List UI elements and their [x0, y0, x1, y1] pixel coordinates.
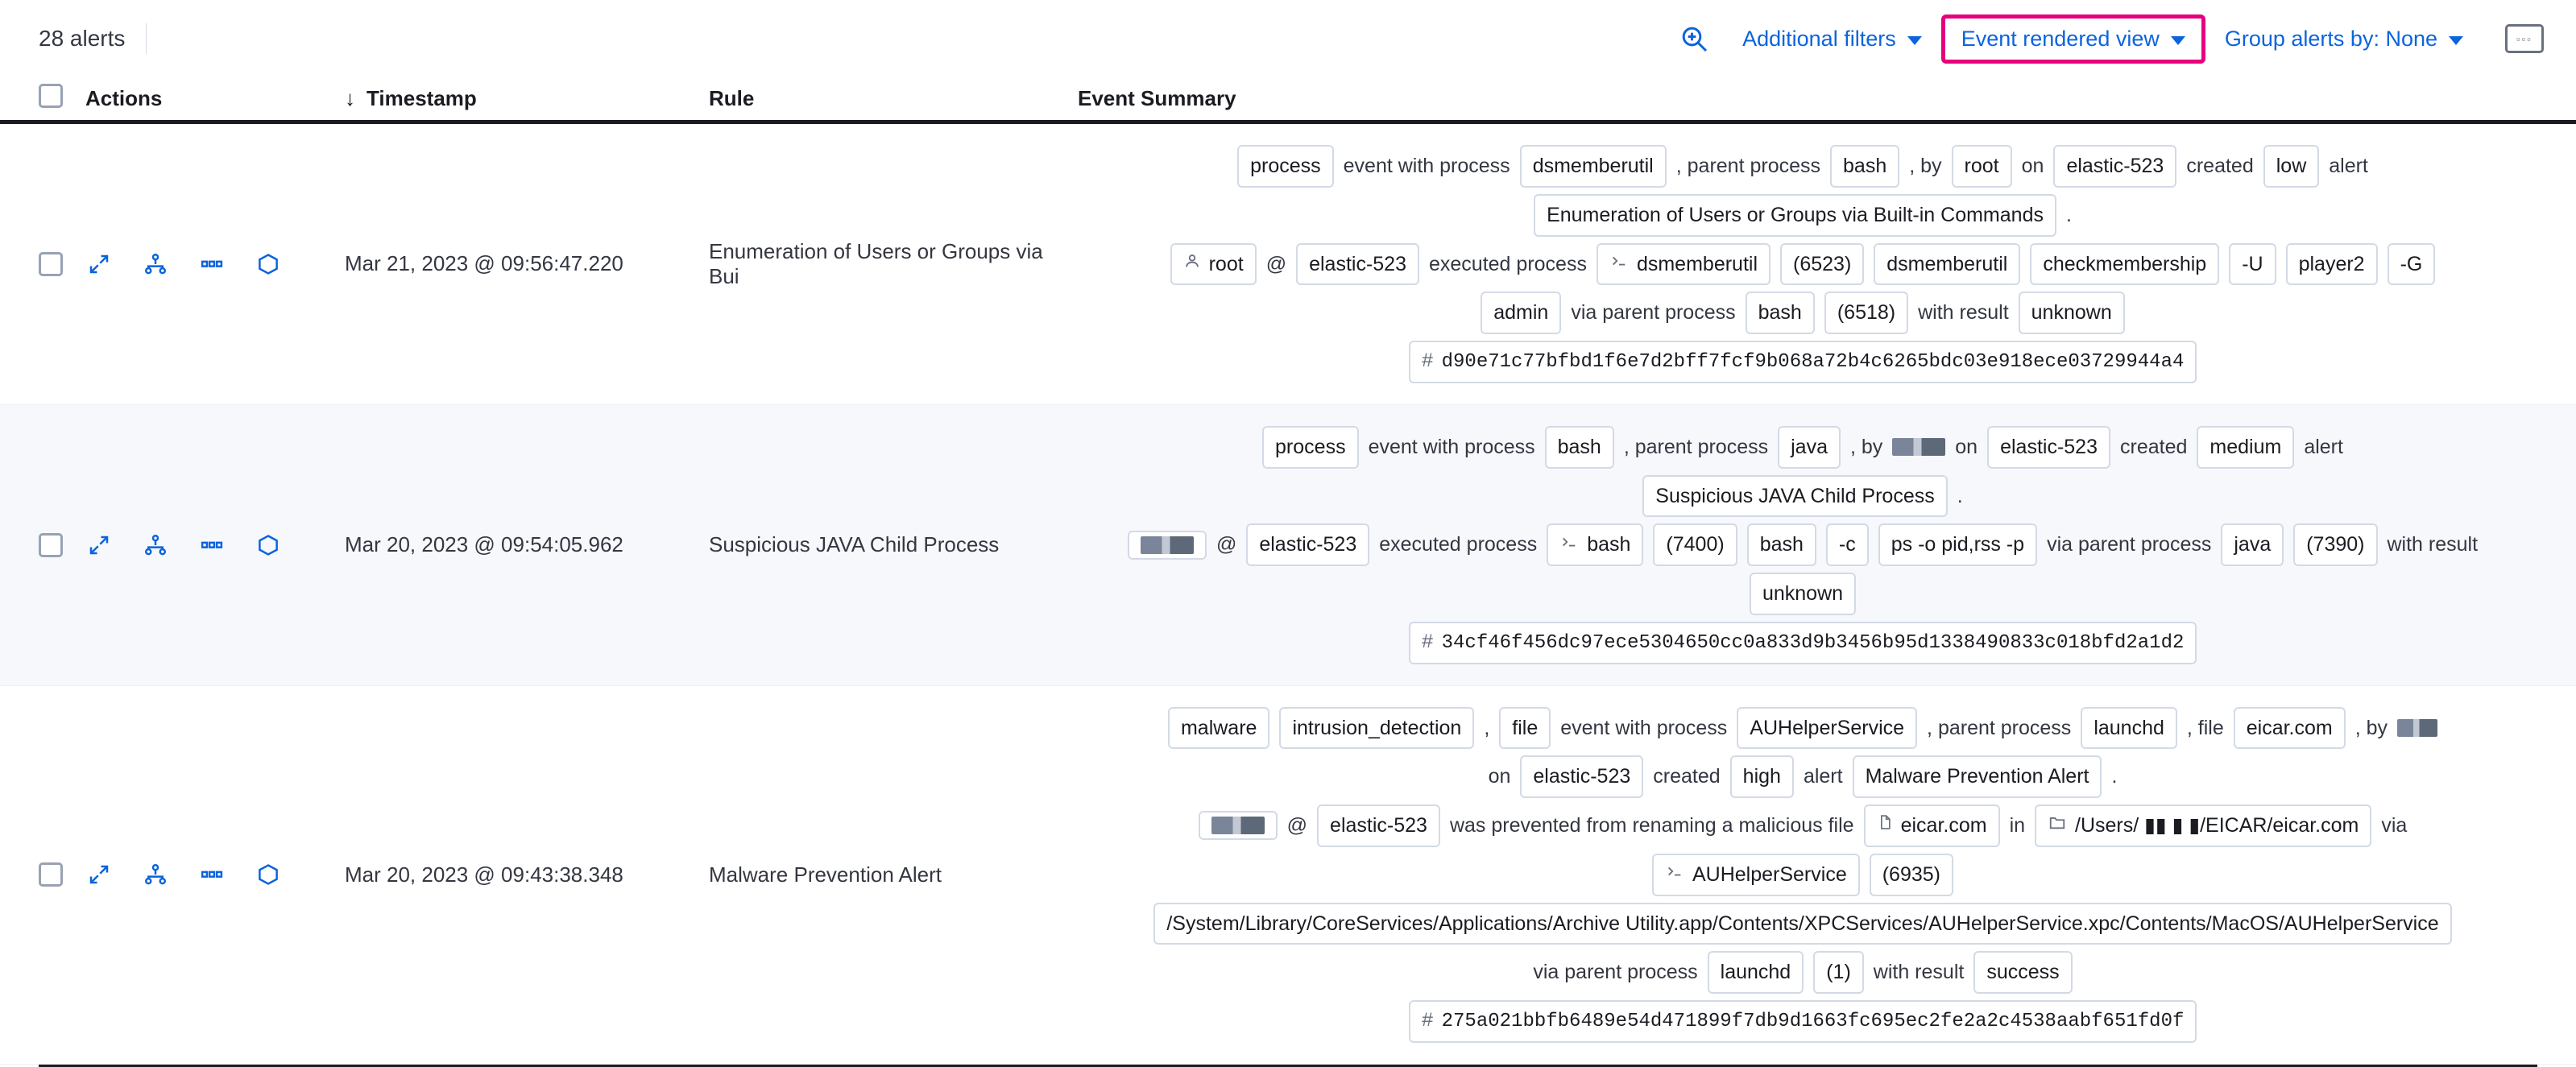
- chip-label: /Users/ ▮▮ ▮ ▮/EICAR/eicar.com: [2075, 814, 2359, 837]
- summary-chip[interactable]: [2263, 145, 2320, 188]
- analyze-event-icon[interactable]: [142, 250, 169, 278]
- row-event-summary: [1078, 124, 2576, 404]
- summary-line: [1652, 850, 1953, 900]
- chip-label: elastic-523: [1330, 814, 1427, 837]
- summary-line: [1534, 191, 2072, 240]
- summary-chip[interactable]: [1830, 145, 1899, 188]
- chip-label: (6518): [1837, 301, 1896, 325]
- row-select-checkbox[interactable]: [39, 533, 63, 557]
- chip-label: low: [2276, 155, 2307, 177]
- user-icon: [1183, 250, 1201, 278]
- chip-label: AUHelperService: [1750, 716, 1905, 739]
- row-event-summary: [1078, 686, 2576, 1064]
- chip-label: dsmemberutil: [1532, 155, 1654, 177]
- summary-chip[interactable]: [1499, 707, 1551, 750]
- summary-line: [1237, 142, 2368, 191]
- chip-label: Enumeration of Users or Groups via Built-in Commands: [1547, 203, 2044, 226]
- summary-line: [1262, 423, 2343, 472]
- more-actions-icon[interactable]: [198, 250, 226, 278]
- chip-label: launchd: [2094, 716, 2164, 739]
- summary-line: [1199, 801, 2408, 850]
- summary-chip[interactable]: [1746, 292, 1815, 334]
- row-rule-name: Enumeration of Users or Groups via Bui: [709, 238, 1043, 288]
- chip-label: success: [1986, 961, 2060, 984]
- redacted-value: [1141, 536, 1194, 554]
- summary-chip[interactable]: [2030, 243, 2219, 286]
- add-to-case-icon[interactable]: [255, 531, 282, 559]
- summary-text: on: [1955, 435, 1978, 458]
- summary-text: event with process: [1368, 435, 1535, 458]
- table-row[interactable]: [0, 686, 2576, 1065]
- summary-chip[interactable]: [1246, 523, 1369, 566]
- event-rendered-view-label: Event rendered view: [1961, 26, 2160, 51]
- chip-label: malware: [1180, 716, 1257, 739]
- toolbar-divider: [146, 23, 147, 54]
- table-header-row: [0, 77, 2576, 124]
- summary-text: , parent process: [1927, 716, 2072, 739]
- summary-text: ,: [1484, 716, 1490, 739]
- chip-label: (1): [1826, 961, 1851, 984]
- summary-chip[interactable]: [1128, 531, 1207, 560]
- summary-line: [1750, 569, 1856, 618]
- summary-text: on: [2021, 155, 2044, 177]
- chevron-down-icon: [2171, 36, 2185, 45]
- chip-label: bash: [1557, 435, 1601, 458]
- chip-label: AUHelperService: [1692, 862, 1847, 886]
- chip-label: eicar.com: [1900, 814, 1987, 837]
- chip-label: launchd: [1720, 961, 1791, 984]
- console-icon: [1559, 531, 1579, 559]
- summary-chip[interactable]: [1237, 145, 1334, 188]
- summary-chip[interactable]: [1853, 755, 2102, 798]
- summary-text: via parent process: [1571, 301, 1736, 325]
- column-header-event-summary: Event Summary: [1078, 86, 1236, 110]
- chip-label: intrusion_detection: [1292, 716, 1462, 739]
- summary-chip[interactable]: [1708, 951, 1804, 994]
- summary-chip[interactable]: [1170, 243, 1257, 286]
- summary-chip[interactable]: [1642, 475, 1947, 518]
- chip-label: -U: [2242, 252, 2263, 275]
- summary-chip[interactable]: [1652, 854, 1860, 896]
- event-rendered-view-button[interactable]: [1957, 25, 2190, 53]
- redacted-value: [1892, 438, 1945, 456]
- table-row[interactable]: [0, 124, 2576, 405]
- summary-chip[interactable]: [1778, 426, 1841, 469]
- hash-icon: #: [1421, 1009, 1434, 1032]
- summary-text: @: [1286, 814, 1308, 837]
- add-to-case-icon[interactable]: [255, 861, 282, 888]
- row-event-summary: [1078, 405, 2576, 685]
- summary-chip[interactable]: [1878, 523, 2037, 566]
- summary-text: , by: [1909, 155, 1942, 177]
- chip-label: medium: [2209, 435, 2282, 458]
- chip-label: (6935): [1882, 862, 1940, 886]
- summary-chip[interactable]: [2229, 243, 2276, 286]
- summary-chip[interactable]: [1747, 523, 1816, 566]
- summary-chip[interactable]: [1520, 145, 1667, 188]
- summary-chip[interactable]: [2019, 292, 2125, 334]
- chip-label: elastic-523: [2066, 155, 2164, 177]
- summary-line: [1170, 240, 2436, 289]
- hash-icon: #: [1421, 349, 1434, 373]
- summary-text: via parent process: [1533, 961, 1698, 984]
- summary-chip[interactable]: [1826, 523, 1869, 566]
- select-all-cell: [39, 84, 85, 114]
- redacted-value: [1211, 817, 1265, 834]
- chip-label: Suspicious JAVA Child Process: [1655, 484, 1935, 507]
- summary-chip[interactable]: [2293, 523, 2377, 566]
- chip-label: process: [1275, 435, 1346, 458]
- chip-label: dsmemberutil: [1636, 252, 1758, 275]
- summary-line: [1409, 997, 2197, 1046]
- row-actions-cell: [85, 405, 345, 685]
- chip-label: Malware Prevention Alert: [1865, 765, 2089, 788]
- summary-chip[interactable]: [1952, 145, 2012, 188]
- table-bottom-rule: [39, 1065, 2537, 1067]
- summary-chip[interactable]: [1653, 523, 1737, 566]
- summary-chip[interactable]: [1199, 811, 1278, 840]
- summary-chip[interactable]: [1987, 426, 2110, 469]
- column-header-timestamp-label: Timestamp: [367, 86, 477, 110]
- chip-label: -c: [1838, 533, 1856, 556]
- chip-label: process: [1250, 155, 1321, 177]
- row-select-cell: [39, 686, 85, 1064]
- redacted-value: [2397, 719, 2437, 737]
- expand-icon[interactable]: [85, 250, 113, 278]
- summary-text: @: [1265, 252, 1287, 275]
- chip-label: -G: [2400, 252, 2423, 275]
- summary-line: [1642, 472, 1962, 521]
- chip-label: root: [1208, 252, 1244, 275]
- summary-text: with result: [2387, 533, 2479, 556]
- summary-chip[interactable]: [2081, 707, 2177, 750]
- summary-text: , parent process: [1623, 435, 1769, 458]
- hash-icon: #: [1421, 630, 1434, 654]
- console-icon: [1609, 250, 1629, 278]
- row-actions-cell: [85, 686, 345, 1064]
- summary-chip[interactable]: [2197, 426, 2294, 469]
- toolbar-right-group: [1676, 14, 2544, 64]
- chip-label: checkmembership: [2043, 252, 2207, 275]
- more-actions-icon[interactable]: [198, 531, 226, 559]
- chip-label: (7400): [1666, 533, 1725, 556]
- group-alerts-by-label: Group alerts by: None: [2224, 26, 2437, 51]
- event-hash-chip[interactable]: [1409, 341, 2197, 383]
- row-select-cell: [39, 405, 85, 685]
- search-inspect-icon[interactable]: [1676, 21, 1712, 56]
- column-header-rule: Rule: [709, 86, 755, 110]
- file-icon: [1877, 812, 1893, 839]
- chip-label: admin: [1493, 301, 1549, 325]
- summary-text: @: [1216, 533, 1237, 556]
- chip-label: bash: [1587, 533, 1631, 556]
- summary-text: , file: [2186, 716, 2224, 739]
- chip-label: (7390): [2306, 533, 2365, 556]
- chevron-down-icon: [2449, 36, 2463, 45]
- summary-line: [1409, 618, 2197, 668]
- summary-line: [1533, 948, 2072, 997]
- expand-icon[interactable]: [85, 861, 113, 888]
- row-select-checkbox[interactable]: [39, 252, 63, 276]
- summary-text: .: [1957, 484, 1963, 507]
- summary-chip[interactable]: [1317, 804, 1440, 847]
- summary-text: via: [2381, 814, 2408, 837]
- chip-label: java: [1791, 435, 1828, 458]
- chip-label: (6523): [1793, 252, 1852, 275]
- chip-label: high: [1742, 765, 1781, 788]
- chip-label: eicar.com: [2246, 716, 2333, 739]
- chip-label: elastic-523: [1309, 252, 1406, 275]
- summary-text: created: [2120, 435, 2188, 458]
- chip-label: player2: [2298, 252, 2365, 275]
- summary-chip[interactable]: [1168, 707, 1269, 750]
- row-timestamp: Mar 20, 2023 @ 09:43:38.348: [345, 862, 623, 887]
- summary-text: via parent process: [2047, 533, 2212, 556]
- summary-chip[interactable]: [1520, 755, 1643, 798]
- event-rendered-view-highlight: [1941, 14, 2205, 64]
- chip-label: /System/Library/CoreServices/Applications/Archive Utility.app/Contents/XPCServices/AUHelperService.xpc/Contents/MacOS/AUHelperService: [1166, 912, 2439, 935]
- summary-chip[interactable]: [1262, 426, 1359, 469]
- summary-chip[interactable]: [1730, 755, 1794, 798]
- summary-chip[interactable]: [1534, 194, 2056, 237]
- folder-icon: [2048, 812, 2067, 839]
- more-actions-icon[interactable]: [198, 861, 226, 888]
- summary-text: created: [2186, 155, 2254, 177]
- summary-chip[interactable]: [1780, 243, 1864, 286]
- hash-value: 275a021bbfb6489e54d471899f7db9d1663fc695ec2fe2a2c4538aabf651fd0f: [1441, 1010, 2185, 1032]
- summary-chip[interactable]: [2035, 804, 2371, 847]
- summary-text: executed process: [1429, 252, 1587, 275]
- chip-label: bash: [1758, 301, 1802, 325]
- table-row[interactable]: [0, 405, 2576, 686]
- summary-text: alert: [2304, 435, 2343, 458]
- chip-label: elastic-523: [2000, 435, 2098, 458]
- row-select-cell: [39, 124, 85, 404]
- summary-chip[interactable]: [1813, 951, 1864, 994]
- summary-line: [1153, 900, 2451, 949]
- summary-chip[interactable]: [2388, 243, 2436, 286]
- summary-text: alert: [2329, 155, 2368, 177]
- chip-label: dsmemberutil: [1886, 252, 2008, 275]
- row-timestamp: Mar 21, 2023 @ 09:56:47.220: [345, 251, 623, 276]
- select-all-checkbox[interactable]: [39, 84, 63, 108]
- summary-text: with result: [1873, 961, 1965, 984]
- event-hash-chip[interactable]: [1409, 1000, 2197, 1043]
- chip-label: unknown: [1762, 582, 1844, 605]
- sort-descending-icon: ↓: [345, 86, 355, 110]
- summary-text: in: [2009, 814, 2026, 837]
- summary-chip[interactable]: [1870, 854, 1953, 896]
- event-hash-chip[interactable]: [1409, 622, 2197, 664]
- summary-chip[interactable]: [1545, 426, 1614, 469]
- hash-value: d90e71c77bfbd1f6e7d2bff7fcf9b068a72b4c6265bdc03e918ece03729944a4: [1441, 350, 2185, 373]
- summary-text: alert: [1803, 765, 1843, 788]
- add-to-case-icon[interactable]: [255, 250, 282, 278]
- summary-text: .: [2065, 203, 2072, 226]
- summary-chip[interactable]: [2234, 707, 2346, 750]
- chevron-down-icon: [1907, 36, 1922, 45]
- summary-chip[interactable]: [1597, 243, 1770, 286]
- summary-text: .: [2111, 765, 2118, 788]
- summary-line: [1489, 752, 2118, 801]
- summary-chip[interactable]: [1547, 523, 1643, 566]
- chip-label: elastic-523: [1259, 533, 1357, 556]
- summary-chip[interactable]: [2286, 243, 2378, 286]
- column-header-actions: Actions: [85, 86, 163, 110]
- chip-label: file: [1512, 716, 1539, 739]
- summary-chip[interactable]: [1481, 292, 1561, 334]
- summary-line: [1128, 520, 2478, 569]
- chip-label: bash: [1759, 533, 1804, 556]
- additional-filters-label: Additional filters: [1742, 26, 1896, 51]
- alerts-toolbar: [0, 0, 2576, 77]
- summary-text: executed process: [1379, 533, 1538, 556]
- summary-text: , by: [1849, 435, 1883, 458]
- summary-text: with result: [1918, 301, 2009, 325]
- summary-chip[interactable]: [2053, 145, 2176, 188]
- row-rule-name: Malware Prevention Alert: [709, 862, 942, 887]
- summary-chip[interactable]: [1750, 573, 1856, 615]
- summary-text: event with process: [1560, 716, 1728, 739]
- summary-chip[interactable]: [2221, 523, 2284, 566]
- summary-line: [1481, 288, 2124, 337]
- alert-count-label: 28 alerts: [39, 26, 126, 51]
- summary-text: event with process: [1343, 155, 1510, 177]
- summary-chip[interactable]: [1973, 951, 2072, 994]
- summary-text: , by: [2354, 716, 2388, 739]
- chip-label: bash: [1843, 155, 1887, 177]
- chip-label: ps -o pid,rss -p: [1891, 533, 2025, 556]
- summary-line: [1409, 337, 2197, 387]
- console-icon: [1665, 861, 1684, 888]
- summary-chip[interactable]: [1864, 804, 2000, 847]
- summary-text: , parent process: [1675, 155, 1821, 177]
- hash-value: 34cf46f456dc97ece5304650cc0a833d9b3456b95d1338490833c018bfd2a1d2: [1441, 631, 2185, 654]
- summary-chip[interactable]: [1874, 243, 2020, 286]
- row-timestamp: Mar 20, 2023 @ 09:54:05.962: [345, 532, 623, 557]
- column-header-timestamp[interactable]: [345, 86, 709, 111]
- chip-label: unknown: [2031, 301, 2112, 325]
- chip-label: root: [1964, 155, 1999, 177]
- summary-chip[interactable]: [1279, 707, 1474, 750]
- row-select-checkbox[interactable]: [39, 862, 63, 887]
- summary-chip[interactable]: [1296, 243, 1419, 286]
- alerts-rows: [0, 124, 2576, 1065]
- summary-line: [1168, 704, 2437, 753]
- summary-text: was prevented from renaming a malicious file: [1449, 814, 1854, 837]
- summary-chip[interactable]: [1737, 707, 1917, 750]
- additional-filters-button[interactable]: [1729, 17, 1935, 61]
- summary-chip[interactable]: [1824, 292, 1908, 334]
- summary-chip[interactable]: [1153, 903, 2451, 945]
- expand-icon[interactable]: [85, 531, 113, 559]
- chip-label: elastic-523: [1533, 765, 1631, 788]
- summary-text: on: [1488, 765, 1511, 788]
- group-alerts-by-button[interactable]: [2212, 17, 2476, 61]
- keyboard-icon[interactable]: ▫▫▫: [2505, 24, 2544, 53]
- row-rule-name: Suspicious JAVA Child Process: [709, 532, 1000, 557]
- summary-text: created: [1653, 765, 1721, 788]
- row-actions-cell: [85, 124, 345, 404]
- analyze-event-icon[interactable]: [142, 861, 169, 888]
- analyze-event-icon[interactable]: [142, 531, 169, 559]
- chip-label: java: [2234, 533, 2272, 556]
